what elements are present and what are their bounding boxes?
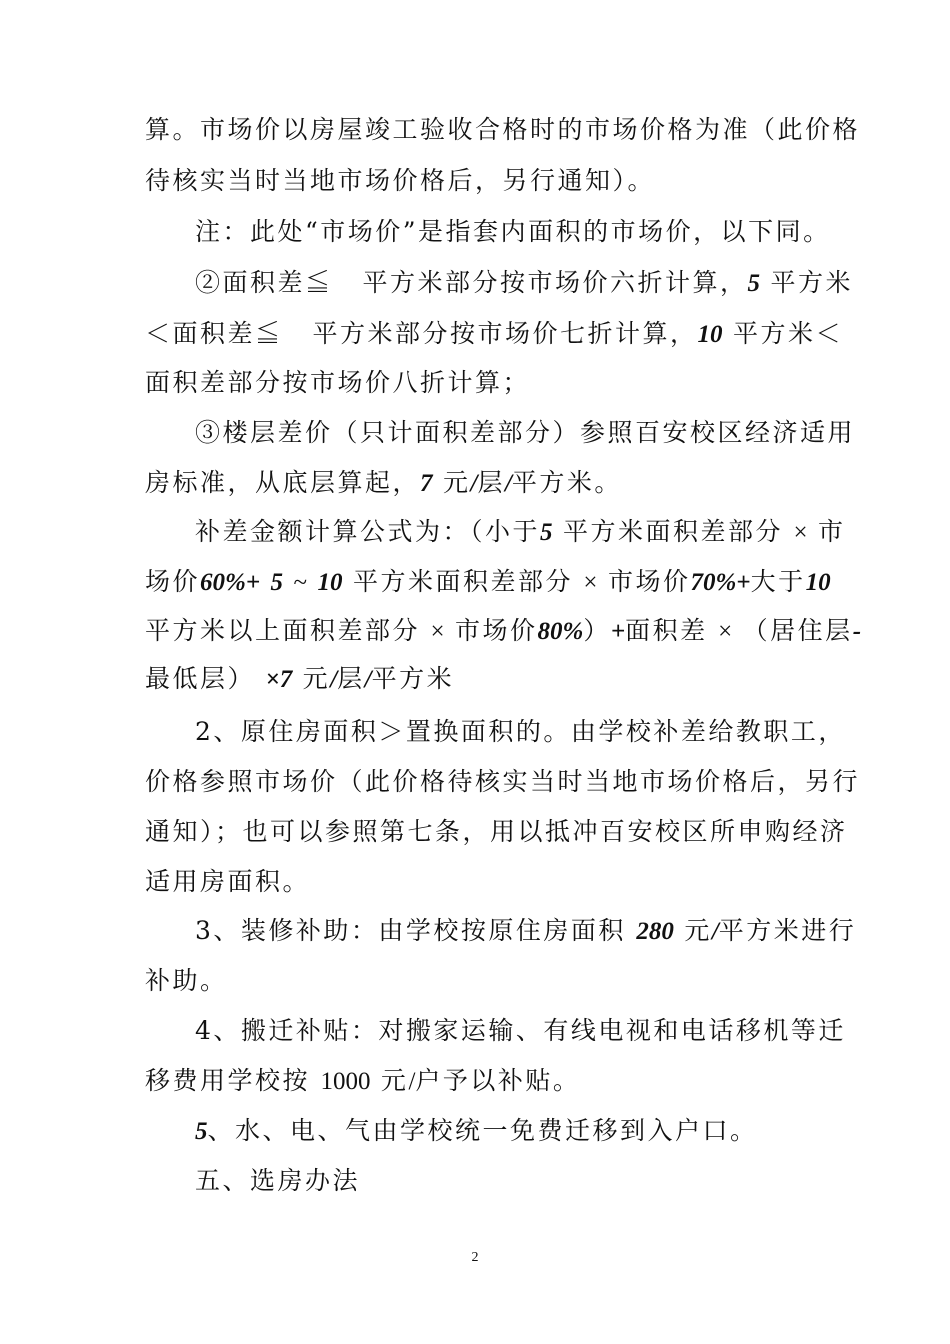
text-line bbox=[145, 317, 843, 351]
text-span: 元 bbox=[302, 664, 331, 693]
text-span: 平方米面积差部分 bbox=[352, 567, 573, 596]
text-span: 平方米面积差部分 bbox=[562, 517, 783, 546]
text-line bbox=[145, 865, 310, 899]
text-span: 大于 bbox=[750, 567, 806, 596]
text-line bbox=[145, 815, 848, 849]
text-span: 1000 bbox=[320, 1068, 371, 1095]
text-span: 最低层） bbox=[145, 664, 256, 693]
text-span: 平方米 bbox=[371, 664, 455, 693]
text-span: 280 bbox=[636, 918, 674, 945]
text-span: 层 bbox=[337, 664, 365, 693]
text-span: 5 bbox=[747, 270, 761, 297]
text-span: 元 bbox=[442, 468, 471, 497]
text-line bbox=[195, 1114, 758, 1148]
text-span: × bbox=[718, 618, 733, 645]
text-span: ②面积差≦ bbox=[195, 268, 333, 297]
text-span: 平方米以上面积差部分 bbox=[145, 616, 421, 645]
text-span: 10 bbox=[317, 569, 343, 596]
text-span: 价格参照市场价（此价格待核实当时当地市场价格后，另行 bbox=[145, 767, 861, 796]
section-heading bbox=[195, 1164, 360, 1198]
text-span: / bbox=[711, 918, 719, 945]
text-span: 5 bbox=[270, 569, 284, 596]
text-span: 市场价 bbox=[455, 616, 538, 645]
text-span: 平方米部分按市场价七折计算， bbox=[312, 319, 698, 348]
text-span: 10 bbox=[697, 321, 723, 348]
text-span: 场价 bbox=[145, 567, 201, 596]
text-span: 、水、电、气由学校统一免费迁移到入户口。 bbox=[207, 1116, 758, 1145]
page-number: 2 bbox=[471, 1250, 479, 1265]
text-span: 算。市场价以房屋竣工验收合格时的市场价格为准（此价格 bbox=[145, 115, 861, 144]
text-span: 面积差 bbox=[625, 616, 708, 645]
text-span: 五、选房办法 bbox=[195, 1166, 361, 1195]
text-span: 7 bbox=[420, 470, 433, 497]
text-span: 适用房面积。 bbox=[145, 867, 311, 896]
text-span: ③楼层差价（只计面积差部分）参照百安校区经济适用 bbox=[195, 418, 856, 447]
text-span: ＜面积差≦ bbox=[145, 319, 283, 348]
formula-line bbox=[145, 662, 454, 696]
formula-line bbox=[145, 614, 861, 648]
text-line bbox=[145, 1064, 580, 1098]
text-line bbox=[145, 964, 228, 998]
text-span: + bbox=[610, 618, 626, 645]
text-line bbox=[145, 466, 622, 500]
text-span: ×7 bbox=[265, 666, 293, 693]
text-span: - bbox=[852, 618, 862, 645]
text-span: / bbox=[470, 470, 478, 497]
text-span: / bbox=[504, 470, 512, 497]
text-line bbox=[195, 266, 853, 300]
text-line bbox=[195, 1014, 846, 1048]
text-span: 房标准，从底层算起， bbox=[145, 468, 421, 497]
text-span: 5 bbox=[540, 519, 553, 546]
text-span: 平方米 bbox=[770, 268, 853, 297]
text-line bbox=[195, 416, 855, 450]
text-span: 元 bbox=[380, 1066, 409, 1095]
text-span: 市场价 bbox=[607, 567, 691, 596]
text-span: × bbox=[583, 569, 598, 596]
text-span: / bbox=[330, 666, 338, 693]
text-span: / bbox=[364, 666, 372, 693]
text-span: 层 bbox=[477, 468, 505, 497]
text-line bbox=[145, 113, 860, 147]
text-span: 10 bbox=[805, 569, 831, 596]
text-span: 70%+ bbox=[690, 569, 751, 596]
text-span: 补助。 bbox=[145, 966, 228, 995]
text-span: 80% bbox=[537, 618, 584, 645]
text-line bbox=[195, 715, 846, 749]
text-span: 元 bbox=[684, 916, 712, 945]
text-span: ~ bbox=[293, 569, 308, 596]
text-span: 平方米进行 bbox=[718, 916, 857, 945]
text-span: 4、搬迁补贴：对搬家运输、有线电视和电话移机等迁 bbox=[195, 1016, 846, 1045]
note-line bbox=[195, 215, 831, 249]
text-span: 2、原住房面积＞置换面积的。由学校补差给教职工， bbox=[195, 717, 846, 746]
text-span: 通知）；也可以参照第七条，用以抵冲百安校区所申购经济 bbox=[145, 817, 848, 846]
text-span: （居住层 bbox=[742, 616, 853, 645]
text-span: 待核实当时当地市场价格后，另行通知）。 bbox=[145, 166, 656, 195]
text-span: 平方米部分按市场价六折计算， bbox=[362, 268, 748, 297]
text-line bbox=[145, 765, 860, 799]
text-line bbox=[145, 366, 530, 400]
text-span: ） bbox=[583, 616, 611, 645]
text-line bbox=[195, 914, 856, 948]
text-span: 60%+ bbox=[200, 569, 261, 596]
text-span: 5 bbox=[195, 1118, 208, 1145]
formula-line bbox=[195, 515, 846, 549]
text-span: 3、装修补助：由学校按原住房面积 bbox=[195, 916, 626, 945]
text-span: 移费用学校按 bbox=[145, 1066, 311, 1095]
text-span: 户予以补贴。 bbox=[415, 1066, 581, 1095]
text-span: 平方米＜ bbox=[732, 319, 843, 348]
text-span: 面积差部分按市场价八折计算； bbox=[145, 368, 531, 397]
text-line bbox=[145, 164, 655, 198]
text-span: 补差金额计算公式为：（小于 bbox=[195, 517, 541, 546]
formula-line bbox=[145, 565, 831, 599]
text-span: × bbox=[793, 519, 808, 546]
text-span: × bbox=[430, 618, 445, 645]
text-span: 注：此处“市场价”是指套内面积的市场价，以下同。 bbox=[195, 217, 831, 246]
text-span: / bbox=[408, 1068, 416, 1095]
text-span: 平方米。 bbox=[511, 468, 622, 497]
text-span: 市 bbox=[818, 517, 846, 546]
